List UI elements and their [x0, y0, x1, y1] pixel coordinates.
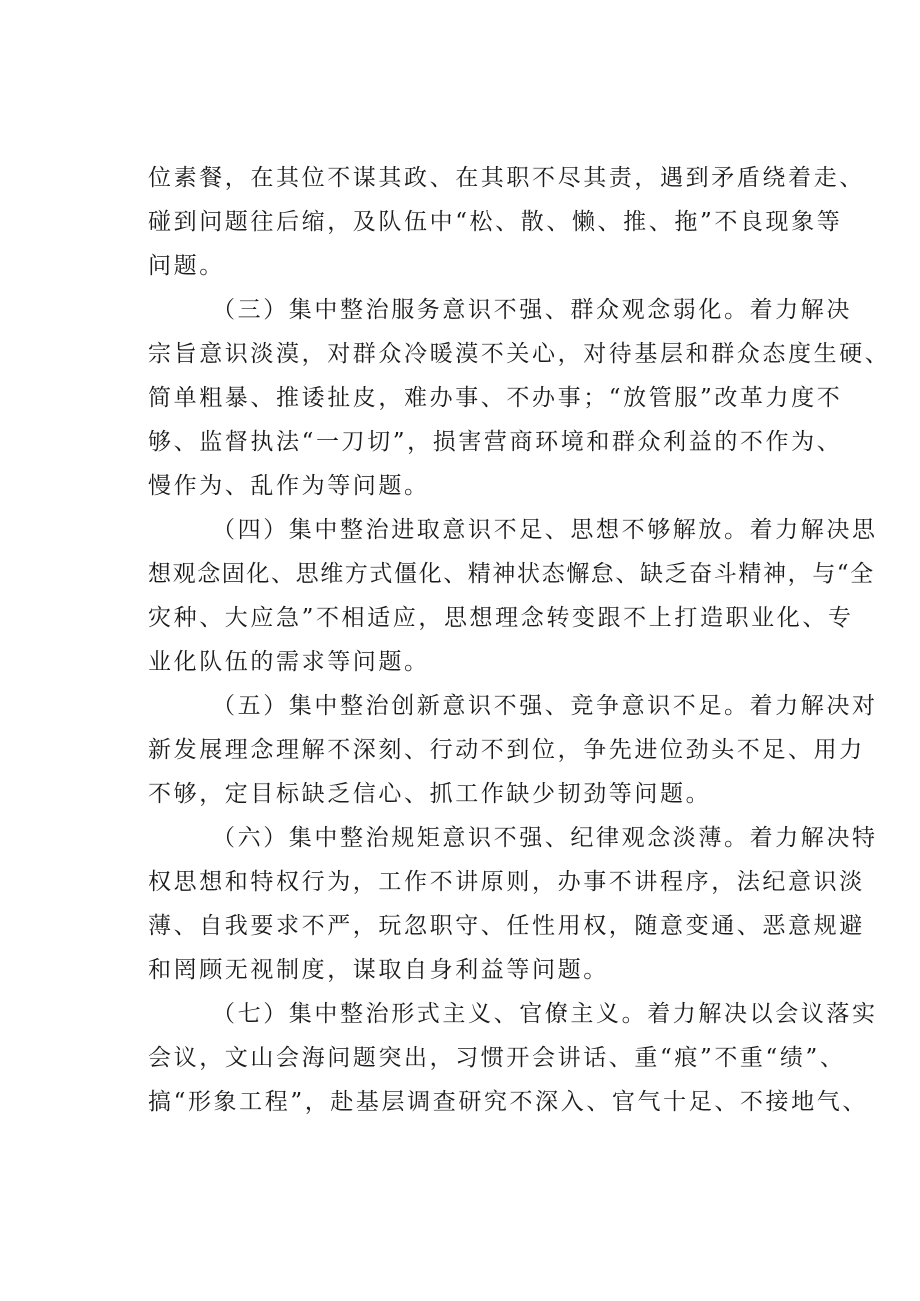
text-line: 薄、自我要求不严，玩忽职守、任性用权，随意变通、恶意规避	[148, 913, 865, 939]
paragraph-section-4	[148, 508, 878, 684]
text-line: （七）集中整治形式主义、官僚主义。着力解决以会议落实	[212, 1001, 878, 1027]
text-line: 够、监督执法“一刀切”，损害营商环境和群众利益的不作为、	[148, 429, 843, 455]
paragraph-section-5	[148, 684, 878, 816]
text-line: 不够，定目标缺乏信心、抓工作缺少韧劲等问题。	[148, 781, 712, 807]
text-line: 慢作为、乱作为等问题。	[148, 473, 430, 499]
text-line: 位素餐，在其位不谋其政、在其职不尽其责，遇到矛盾绕着走、	[148, 165, 865, 191]
text-line: 和罔顾无视制度，谋取自身利益等问题。	[148, 957, 609, 983]
text-line: （六）集中整治规矩意识不强、纪律观念淡薄。着力解决特	[212, 825, 878, 851]
text-line: 搞“形象工程”，赴基层调查研究不深入、官气十足、不接地气、	[148, 1089, 868, 1115]
text-line: 业化队伍的需求等问题。	[148, 649, 430, 675]
paragraph-section-7	[148, 992, 878, 1124]
paragraph-continuation	[148, 156, 865, 288]
paragraph-section-3	[148, 288, 891, 508]
text-line: 碰到问题往后缩，及队伍中“松、散、懒、推、拖”不良现象等	[148, 209, 843, 235]
text-line: 问题。	[148, 253, 225, 279]
text-line: 简单粗暴、推诿扯皮，难办事、不办事；“放管服”改革力度不	[148, 385, 843, 411]
text-line: 想观念固化、思维方式僵化、精神状态懈怠、缺乏奋斗精神，与“全	[148, 561, 875, 587]
text-line: 新发展理念理解不深刻、行动不到位，争先进位劲头不足、用力	[148, 737, 865, 763]
text-line: 会议，文山会海问题突出，习惯开会讲话、重“痕”不重“绩”、	[148, 1045, 846, 1071]
text-line: 灾种、大应急”不相适应，思想理念转变跟不上打造职业化、专	[148, 605, 854, 631]
document-body	[148, 156, 891, 1124]
paragraph-section-6	[148, 816, 878, 992]
text-line: 宗旨意识淡漠，对群众冷暖漠不关心，对待基层和群众态度生硬、	[148, 341, 891, 367]
text-line: 权思想和特权行为，工作不讲原则，办事不讲程序，法纪意识淡	[148, 869, 865, 895]
text-line: （三）集中整治服务意识不强、群众观念弱化。着力解决	[212, 297, 852, 323]
text-line: （五）集中整治创新意识不强、竞争意识不足。着力解决对	[212, 693, 878, 719]
text-line: （四）集中整治进取意识不足、思想不够解放。着力解决思	[212, 517, 878, 543]
